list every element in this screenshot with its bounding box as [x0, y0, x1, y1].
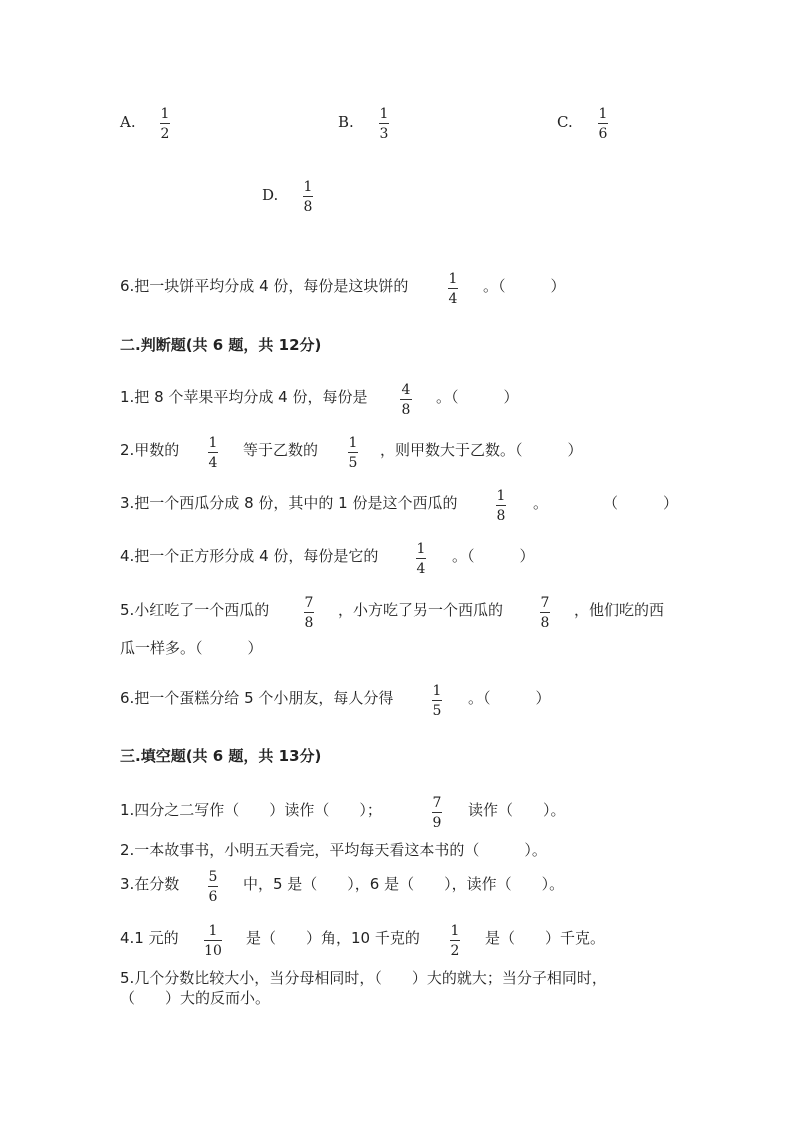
judge-q5-after: ，他们吃的西 — [574, 601, 665, 619]
denominator: 2 — [450, 943, 460, 959]
judge-q4-fraction — [416, 541, 426, 577]
judge-q2-fraction-2 — [348, 435, 358, 471]
judge-q3-fraction — [496, 488, 506, 524]
fraction-bar — [303, 196, 313, 197]
choice-q6-text: 6.把一块饼平均分成 4 份，每份是这块饼的 — [120, 277, 409, 295]
judge-q6-answer: 。（ ） — [468, 689, 551, 707]
fill-q2-text: 2.一本故事书，小明五天看完，平均每天看这本书的（ ）。 — [120, 841, 547, 859]
judge-q2-answer: ，则甲数大于乙数。（ ） — [380, 441, 583, 459]
numerator: 7 — [432, 795, 442, 811]
choice-q6-answer: 。（ ） — [483, 277, 566, 295]
fraction-bar — [448, 288, 458, 289]
fill-q3-fraction — [208, 869, 218, 905]
judge-q4-answer: 。（ ） — [452, 547, 535, 565]
option-a-fraction — [160, 106, 170, 142]
section2-heading: 二.判断题(共 6 题，共 12分) — [120, 336, 322, 354]
numerator: 1 — [348, 435, 358, 451]
fill-q5-line1: 5.几个分数比较大小，当分母相同时，（ ）大的就大；当分子相同时， — [120, 969, 607, 987]
judge-q5-fraction-2 — [540, 595, 550, 631]
judge-q2-middle: 等于乙数的 — [243, 441, 319, 459]
denominator: 8 — [540, 615, 550, 631]
denominator: 8 — [303, 199, 313, 215]
denominator: 4 — [208, 455, 218, 471]
numerator: 4 — [401, 382, 411, 398]
fill-q4-text: 4.1 元的 — [120, 929, 179, 947]
numerator: 1 — [160, 106, 170, 122]
numerator: 7 — [304, 595, 314, 611]
judge-q2-text: 2.甲数的 — [120, 441, 180, 459]
numerator: 1 — [598, 106, 608, 122]
numerator: 1 — [450, 923, 460, 939]
judge-q6-fraction — [432, 683, 442, 719]
numerator: 1 — [208, 435, 218, 451]
numerator: 1 — [303, 179, 313, 195]
denominator: 8 — [496, 508, 506, 524]
fraction-bar — [598, 123, 608, 124]
fill-q4-middle: 是（ ）角，10 千克的 — [246, 929, 420, 947]
denominator: 6 — [598, 126, 608, 142]
denominator: 8 — [401, 402, 411, 418]
fill-q4-fraction-2 — [450, 923, 460, 959]
denominator: 4 — [416, 561, 426, 577]
option-d-label: D. — [262, 186, 279, 204]
fill-q3-after: 中，5 是（ ），6 是（ ），读作（ ）。 — [243, 875, 565, 893]
judge-q1-fraction — [400, 382, 412, 418]
option-d-fraction — [303, 179, 313, 215]
judge-q5-middle: ，小方吃了另一个西瓜的 — [338, 601, 504, 619]
denominator: 2 — [160, 126, 170, 142]
section3-heading: 三.填空题(共 6 题，共 13分) — [120, 747, 322, 765]
fraction-bar — [204, 940, 222, 941]
judge-q5-line2: 瓜一样多。（ ） — [120, 639, 263, 657]
option-c-fraction — [598, 106, 608, 142]
judge-q2-fraction-1 — [208, 435, 218, 471]
fill-q1-after: 读作（ ）。 — [468, 801, 566, 819]
fraction-bar — [400, 399, 412, 400]
fraction-bar — [432, 812, 442, 813]
fraction-bar — [208, 452, 218, 453]
fraction-bar — [379, 123, 389, 124]
denominator: 10 — [204, 943, 222, 959]
fraction-bar — [432, 700, 442, 701]
fill-q4-after: 是（ ）千克。 — [485, 929, 606, 947]
denominator: 4 — [448, 291, 458, 307]
option-b-fraction — [379, 106, 389, 142]
choice-q6-fraction — [448, 271, 458, 307]
fraction-bar — [540, 612, 550, 613]
numerator: 1 — [448, 271, 458, 287]
fill-q3-text: 3.在分数 — [120, 875, 180, 893]
fraction-bar — [348, 452, 358, 453]
numerator: 1 — [416, 541, 426, 557]
judge-q1-text: 1.把 8 个苹果平均分成 4 份，每份是 — [120, 388, 368, 406]
judge-q3-text: 3.把一个西瓜分成 8 份，其中的 1 份是这个西瓜的 — [120, 494, 458, 512]
judge-q5-fraction-1 — [304, 595, 314, 631]
numerator: 1 — [496, 488, 506, 504]
judge-q4-text: 4.把一个正方形分成 4 份，每份是它的 — [120, 547, 379, 565]
fill-q4-fraction-1 — [204, 923, 222, 959]
judge-q1-answer: 。（ ） — [436, 388, 519, 406]
fill-q1-fraction — [432, 795, 442, 831]
fraction-bar — [496, 505, 506, 506]
fraction-bar — [416, 558, 426, 559]
option-b-label: B. — [338, 113, 354, 131]
judge-q5-text: 5.小红吃了一个西瓜的 — [120, 601, 270, 619]
judge-q6-text: 6.把一个蛋糕分给 5 个小朋友，每人分得 — [120, 689, 394, 707]
fraction-bar — [160, 123, 170, 124]
numerator: 1 — [208, 923, 218, 939]
numerator: 1 — [432, 683, 442, 699]
judge-q3-answer: （ ） — [603, 494, 679, 512]
fraction-bar — [304, 612, 314, 613]
fraction-bar — [208, 886, 218, 887]
fraction-bar — [450, 940, 460, 941]
denominator: 5 — [348, 455, 358, 471]
numerator: 1 — [379, 106, 389, 122]
denominator: 3 — [379, 126, 389, 142]
option-a-label: A. — [120, 113, 136, 131]
option-c-label: C. — [557, 113, 573, 131]
numerator: 5 — [208, 869, 218, 885]
denominator: 5 — [432, 703, 442, 719]
denominator: 8 — [304, 615, 314, 631]
fill-q1-text: 1.四分之二写作（ ）读作（ ）； — [120, 801, 382, 819]
denominator: 9 — [432, 815, 442, 831]
fill-q5-line2: （ ）大的反而小。 — [120, 989, 271, 1007]
denominator: 6 — [208, 889, 218, 905]
judge-q3-period: 。 — [533, 494, 549, 512]
numerator: 7 — [540, 595, 550, 611]
